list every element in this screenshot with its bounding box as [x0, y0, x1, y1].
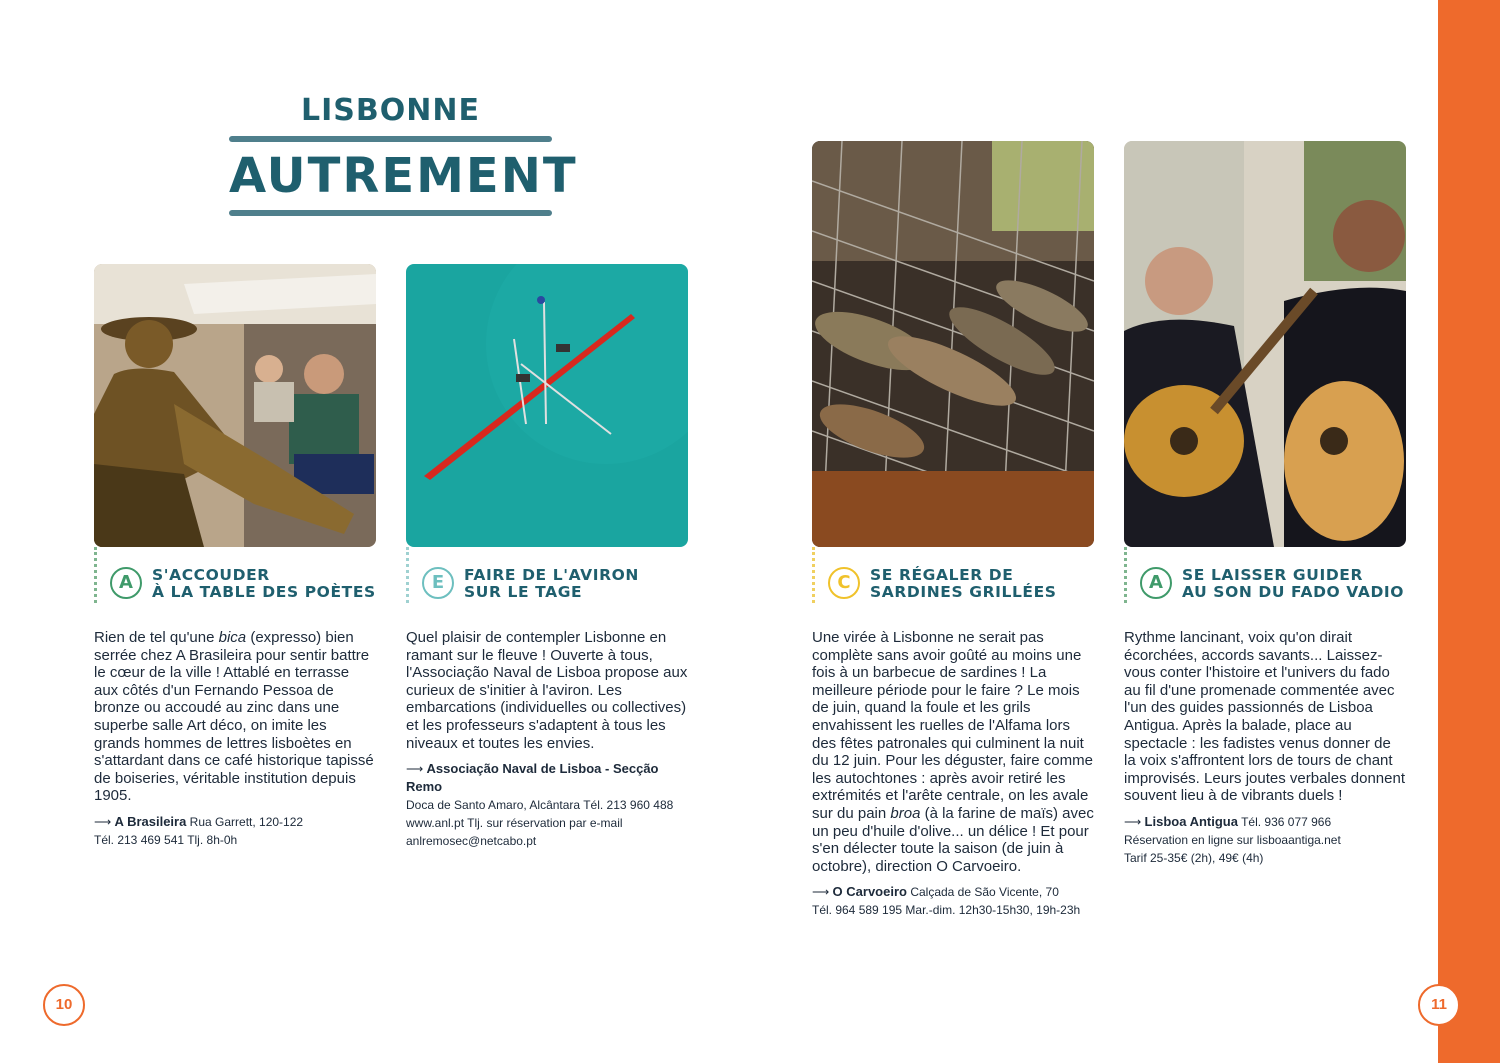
- district-badge: E: [422, 567, 454, 599]
- district-badge: A: [110, 567, 142, 599]
- body-text: Une virée à Lisbonne ne serait pas complète sans avoir goûté au moins une fois à un barbecue de sardines ! La meilleure période pour le faire ? Le mois de juin, quand la foule et les grils envahissent les ruelles de l'Alfama lors des fêtes patronales qui culminent la nuit du 12 juin. Pour les déguster, faire comme les autochtones : après avoir retiré les extrémités et l'arête centrale, on les avale sur du pain: [812, 629, 1093, 822]
- page-number-left: 10: [43, 984, 85, 1026]
- card-heading: [94, 547, 376, 607]
- venue-contact: Tél. 213 469 541 Tlj. 8h-0h: [94, 832, 238, 847]
- photo-fado-musicians: [1124, 141, 1406, 547]
- card-title-line2: SARDINES GRILLÉES: [870, 583, 1057, 601]
- venue-name: O Carvoeiro: [832, 884, 907, 900]
- photo-pessoa-statue: [94, 264, 376, 547]
- card-title-line2: AU SON DU FADO VADIO: [1182, 583, 1405, 601]
- venue-address: Rua Garrett, 120-122: [189, 814, 304, 829]
- photo-grilled-sardines: [812, 141, 1094, 547]
- body-text: (à la farine de maïs) avec un peu d'huile d'olive... un délice ! Et pour s'en délecter toute la saison (de juin à octobre), direction O Carvoeiro.: [812, 804, 1094, 875]
- title-rule-top: [229, 136, 552, 142]
- venue-contact: Tél. 964 589 195 Mar.-dim. 12h30-15h30, 19h-23h: [812, 903, 1081, 918]
- card-title-line1: S'ACCOUDER: [152, 566, 270, 584]
- venue-contact: www.anl.pt Tlj. sur réservation par e-mail: [406, 816, 623, 831]
- card-body: [812, 629, 1094, 875]
- title-rule-bottom: [229, 210, 552, 216]
- venue-booking: Réservation en ligne sur lisboaantiga.net: [1124, 832, 1341, 847]
- practical-info: ⟶ O Carvoeiro Calçada de São Vicente, 70 Tél. 964 589 195 Mar.-dim. 12h30-15h30, 19h-23h: [812, 883, 1094, 919]
- venue-name: Lisboa Antigua: [1144, 813, 1238, 829]
- title-lisbonne: LISBONNE: [301, 93, 480, 128]
- dotted-accent: [812, 547, 815, 603]
- card-title: [464, 567, 639, 601]
- card-body: [94, 629, 376, 805]
- venue-name: A Brasileira: [114, 813, 187, 829]
- body-text: Rythme lancinant, voix qu'on dirait écorchées, accords savants... Laissez-vous conter l'histoire et l'univers du fado au fil d'une promenade commentée avec l'un des guides passionnés de Lisboa Antigua. Après la balade, place au spectacle : les fadistes venus donner de la voix s'affrontent lors de tours de chant improvisés. Leurs joutes verbales donnent souvent lieu à de vibrants duels !: [1124, 629, 1405, 805]
- district-badge: C: [828, 567, 860, 599]
- page-number-right: 11: [1418, 984, 1460, 1026]
- body-text: Rien de tel qu'une: [94, 629, 219, 646]
- page-title: [229, 92, 578, 222]
- body-text: (expresso) bien serrée chez A Brasileira pour sentir battre le cœur de la ville ! Attablé en terrasse aux côtés d'un Fernando Pessoa de bronze ou accoudé au zinc dans une superbe salle Art déco, on imite les grands hommes de lettres lisboètes en s'attardant dans ce café historique tapissé de boiseries, véritable institution depuis 1905.: [94, 629, 374, 805]
- title-autrement: AUTREMENT: [229, 148, 578, 204]
- venue-address: Calçada de São Vicente, 70: [910, 885, 1059, 900]
- orange-edge-band: [1438, 0, 1500, 1063]
- practical-info: ⟶ A Brasileira Rua Garrett, 120-122 Tél. 213 469 541 Tlj. 8h-0h: [94, 813, 376, 849]
- photo-rowing-boat: [406, 264, 688, 547]
- body-emphasis: broa: [890, 804, 921, 822]
- venue-address: Doca de Santo Amaro, Alcântara Tél. 213 960 488: [406, 798, 674, 813]
- card-heading: [1124, 547, 1406, 607]
- venue-email: anlremosec@netcabo.pt: [406, 834, 537, 849]
- dotted-accent: [406, 547, 409, 603]
- venue-contact: Tél. 936 077 966: [1241, 814, 1332, 829]
- body-emphasis: bica: [218, 629, 247, 646]
- venue-name: Associação Naval de Lisboa - Secção Remo: [406, 761, 659, 795]
- card-title: [152, 567, 376, 601]
- card-title: [1182, 567, 1404, 601]
- card-body: [1124, 629, 1406, 805]
- practical-info: ⟶ Associação Naval de Lisboa - Secção Remo Doca de Santo Amaro, Alcântara Tél. 213 960 488 www.anl.pt Tlj. sur réservation par e-mail anlremosec@netcabo.pt: [406, 760, 688, 850]
- card-title-line1: SE LAISSER GUIDER: [1182, 566, 1364, 584]
- practical-info: ⟶ Lisboa Antigua Tél. 936 077 966 Réservation en ligne sur lisboaantiga.net Tarif 25-35€ (2h), 49€ (4h): [1124, 813, 1406, 867]
- card-brasileira: [94, 264, 376, 849]
- district-badge: A: [1140, 567, 1172, 599]
- card-title-line1: SE RÉGALER DE: [870, 566, 1014, 584]
- card-title-line1: FAIRE DE L'AVIRON: [464, 566, 639, 584]
- card-fado: [1124, 141, 1406, 867]
- body-text: Quel plaisir de contempler Lisbonne en ramant sur le fleuve ! Ouverte à tous, l'Associação Naval de Lisboa propose aux curieux de s'initier à l'aviron. Les embarcations (individuelles ou collectives) et les professeurs s'adaptent à tous les niveaux et toutes les envies.: [406, 629, 688, 752]
- card-aviron: [406, 264, 688, 850]
- dotted-accent: [94, 547, 97, 603]
- card-heading: [812, 547, 1094, 607]
- card-title-line2: SUR LE TAGE: [464, 583, 583, 601]
- card-heading: [406, 547, 688, 607]
- card-body: [406, 629, 688, 752]
- card-title: [870, 567, 1057, 601]
- venue-price: Tarif 25-35€ (2h), 49€ (4h): [1124, 850, 1264, 865]
- card-title-line2: À LA TABLE DES POÈTES: [152, 583, 376, 601]
- dotted-accent: [1124, 547, 1127, 603]
- card-sardines: [812, 141, 1094, 919]
